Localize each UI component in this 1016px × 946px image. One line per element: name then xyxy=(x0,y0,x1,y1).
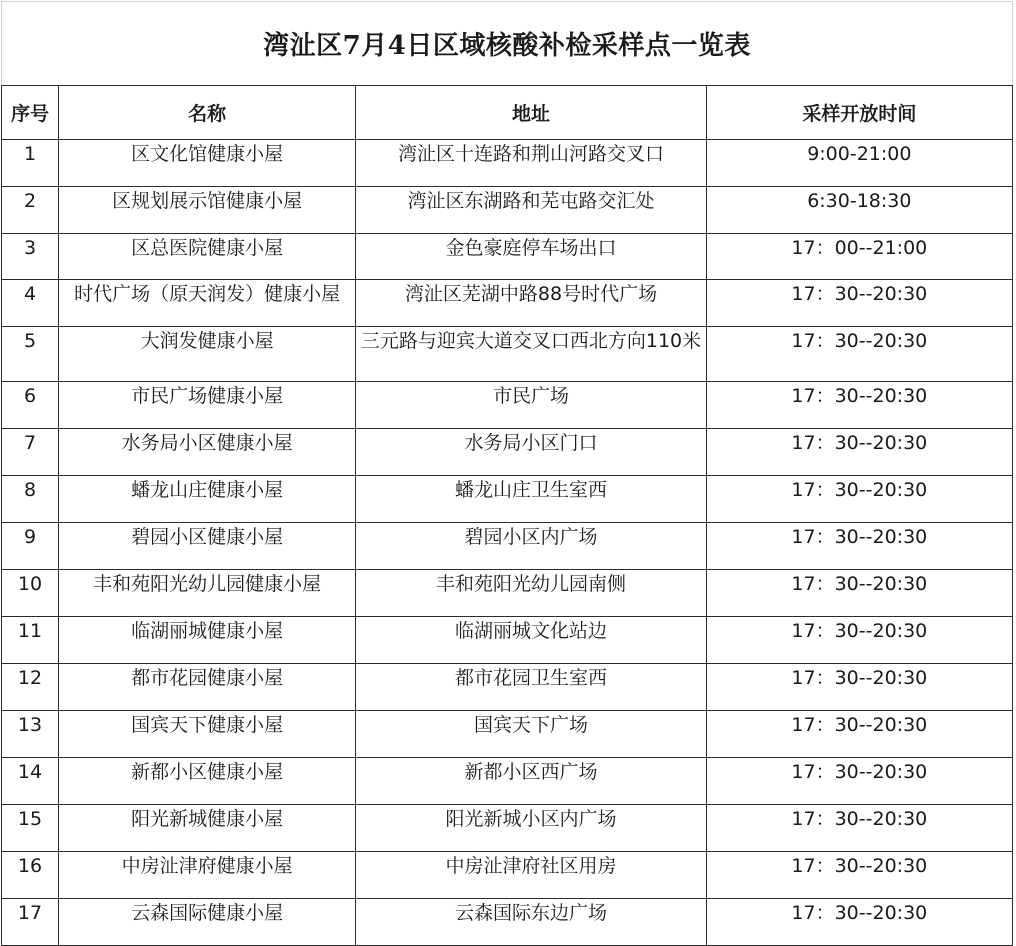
cell-time[interactable] xyxy=(706,711,1012,758)
cell-time-text: 9:00-21:00 xyxy=(807,143,912,165)
cell-no-text: 3 xyxy=(23,237,37,259)
cell-no[interactable] xyxy=(2,899,59,946)
cell-name-text: 大润发健康小屋 xyxy=(140,330,274,352)
table-row xyxy=(2,382,1013,429)
cell-address-text: 国宾天下广场 xyxy=(473,714,588,736)
cell-address[interactable] xyxy=(356,711,706,758)
table-row xyxy=(2,664,1013,711)
cell-address[interactable] xyxy=(356,805,706,852)
cell-address-text: 湾沚区芜湖中路88号时代广场 xyxy=(404,283,658,305)
header-name[interactable]: 名称 xyxy=(59,86,356,140)
cell-name-text: 蟠龙山庄健康小屋 xyxy=(131,479,284,501)
cell-no[interactable] xyxy=(2,711,59,758)
cell-no[interactable] xyxy=(2,280,59,327)
cell-address-text: 碧园小区内广场 xyxy=(464,526,598,548)
cell-no-text: 11 xyxy=(17,620,43,642)
cell-address[interactable] xyxy=(356,570,706,617)
cell-no-text: 7 xyxy=(23,432,37,454)
cell-no[interactable] xyxy=(2,234,59,280)
cell-address[interactable] xyxy=(356,899,706,946)
cell-no-text: 8 xyxy=(23,479,37,501)
cell-no[interactable] xyxy=(2,805,59,852)
cell-time-text: 6:30-18:30 xyxy=(807,190,912,212)
cell-time[interactable] xyxy=(706,570,1012,617)
table-row xyxy=(2,187,1013,234)
cell-name-text: 都市花园健康小屋 xyxy=(131,667,284,689)
table-row xyxy=(2,429,1013,476)
cell-name[interactable] xyxy=(59,280,356,327)
table-row xyxy=(2,570,1013,617)
cell-address[interactable] xyxy=(356,664,706,711)
cell-name-text: 云森国际健康小屋 xyxy=(131,902,284,924)
cell-name-text: 区总医院健康小屋 xyxy=(131,237,284,259)
table-row xyxy=(2,327,1013,382)
cell-no[interactable] xyxy=(2,617,59,664)
table-body xyxy=(2,140,1013,946)
cell-name[interactable] xyxy=(59,711,356,758)
cell-no-text: 10 xyxy=(17,573,43,595)
cell-name[interactable] xyxy=(59,852,356,899)
cell-no[interactable] xyxy=(2,852,59,899)
cell-time[interactable] xyxy=(706,429,1012,476)
cell-name[interactable] xyxy=(59,523,356,570)
cell-name[interactable] xyxy=(59,617,356,664)
cell-address[interactable] xyxy=(356,382,706,429)
cell-time-text: 17：30--20:30 xyxy=(791,330,928,352)
cell-name[interactable] xyxy=(59,664,356,711)
cell-time-text: 17：30--20:30 xyxy=(791,808,928,830)
table-row xyxy=(2,711,1013,758)
cell-address-text: 中房沚津府社区用房 xyxy=(445,855,617,877)
cell-name-text: 丰和苑阳光幼儿园健康小屋 xyxy=(93,573,322,595)
cell-name[interactable] xyxy=(59,140,356,187)
title-cell[interactable] xyxy=(2,2,1013,86)
cell-no[interactable] xyxy=(2,429,59,476)
cell-time[interactable] xyxy=(706,899,1012,946)
cell-time-text: 17：30--20:30 xyxy=(791,620,928,642)
cell-time-text: 17：30--20:30 xyxy=(791,573,928,595)
cell-address[interactable] xyxy=(356,476,706,523)
cell-time[interactable] xyxy=(706,140,1012,187)
cell-address[interactable] xyxy=(356,852,706,899)
cell-time-text: 17：30--20:30 xyxy=(791,667,928,689)
cell-address[interactable] xyxy=(356,280,706,327)
header-address[interactable]: 地址 xyxy=(356,86,706,140)
cell-time[interactable] xyxy=(706,852,1012,899)
cell-address-text: 金色豪庭停车场出口 xyxy=(445,237,617,259)
cell-address-text: 三元路与迎宾大道交叉口西北方向110米 xyxy=(360,330,702,352)
table-row xyxy=(2,617,1013,664)
table-row xyxy=(2,234,1013,280)
cell-time[interactable] xyxy=(706,664,1012,711)
cell-no-text: 12 xyxy=(17,667,43,689)
cell-name-text: 碧园小区健康小屋 xyxy=(131,526,284,548)
cell-time-text: 17：30--20:30 xyxy=(791,385,928,407)
cell-name[interactable] xyxy=(59,187,356,234)
cell-no-text: 5 xyxy=(23,330,37,352)
cell-address[interactable] xyxy=(356,758,706,805)
cell-no-text: 6 xyxy=(23,385,37,407)
cell-time-text: 17：30--20:30 xyxy=(791,479,928,501)
cell-name-text: 时代广场（原天润发）健康小屋 xyxy=(74,283,341,305)
cell-no-text: 9 xyxy=(23,526,37,548)
cell-no-text: 16 xyxy=(17,855,43,877)
cell-name[interactable] xyxy=(59,758,356,805)
cell-no[interactable] xyxy=(2,382,59,429)
cell-no[interactable] xyxy=(2,476,59,523)
table-row xyxy=(2,899,1013,946)
cell-address-text: 水务局小区门口 xyxy=(464,432,598,454)
cell-name[interactable] xyxy=(59,899,356,946)
cell-name[interactable] xyxy=(59,382,356,429)
sampling-sites-table xyxy=(1,1,1013,946)
cell-name-text: 区文化馆健康小屋 xyxy=(131,143,284,165)
table-row xyxy=(2,758,1013,805)
page-title: 湾沚区7月4日区域核酸补检采样点一览表 xyxy=(263,31,751,61)
cell-no-text: 15 xyxy=(17,808,43,830)
cell-address[interactable] xyxy=(356,234,706,280)
cell-no[interactable] xyxy=(2,327,59,382)
cell-address[interactable] xyxy=(356,140,706,187)
cell-no-text: 14 xyxy=(17,761,43,783)
cell-time[interactable] xyxy=(706,382,1012,429)
cell-time[interactable] xyxy=(706,758,1012,805)
cell-no-text: 1 xyxy=(23,143,37,165)
title-row xyxy=(2,2,1013,86)
cell-name-text: 水务局小区健康小屋 xyxy=(121,432,293,454)
cell-time-text: 17：30--20:30 xyxy=(791,902,928,924)
cell-time[interactable] xyxy=(706,476,1012,523)
header-no[interactable]: 序号 xyxy=(2,86,59,140)
cell-address[interactable] xyxy=(356,327,706,382)
cell-no-text: 17 xyxy=(17,902,43,924)
cell-no[interactable] xyxy=(2,187,59,234)
cell-name[interactable] xyxy=(59,429,356,476)
cell-time[interactable] xyxy=(706,187,1012,234)
table-row xyxy=(2,805,1013,852)
header-time[interactable]: 采样开放时间 xyxy=(706,86,1012,140)
cell-address-text: 云森国际东边广场 xyxy=(454,902,607,924)
table-row xyxy=(2,140,1013,187)
cell-time-text: 17：00--21:00 xyxy=(791,237,928,259)
cell-time-text: 17：30--20:30 xyxy=(791,432,928,454)
cell-address[interactable] xyxy=(356,523,706,570)
table-row xyxy=(2,852,1013,899)
cell-time-text: 17：30--20:30 xyxy=(791,855,928,877)
cell-time[interactable] xyxy=(706,805,1012,852)
cell-name-text: 新都小区健康小屋 xyxy=(131,761,284,783)
cell-address[interactable] xyxy=(356,429,706,476)
cell-name-text: 市民广场健康小屋 xyxy=(131,385,284,407)
cell-no[interactable] xyxy=(2,664,59,711)
cell-time[interactable] xyxy=(706,523,1012,570)
table-row xyxy=(2,280,1013,327)
cell-time-text: 17：30--20:30 xyxy=(791,283,928,305)
cell-time[interactable] xyxy=(706,234,1012,280)
cell-no[interactable] xyxy=(2,523,59,570)
cell-name-text: 临湖丽城健康小屋 xyxy=(131,620,284,642)
cell-address-text: 湾沚区十连路和荆山河路交叉口 xyxy=(397,143,664,165)
cell-time-text: 17：30--20:30 xyxy=(791,714,928,736)
cell-address[interactable] xyxy=(356,187,706,234)
cell-address-text: 市民广场 xyxy=(492,385,569,407)
cell-address-text: 都市花园卫生室西 xyxy=(454,667,607,689)
cell-name-text: 阳光新城健康小屋 xyxy=(131,808,284,830)
cell-time-text: 17：30--20:30 xyxy=(791,761,928,783)
cell-address-text: 蟠龙山庄卫生室西 xyxy=(454,479,607,501)
header-row xyxy=(2,86,1013,140)
cell-name[interactable] xyxy=(59,805,356,852)
cell-address[interactable] xyxy=(356,617,706,664)
cell-address-text: 阳光新城小区内广场 xyxy=(445,808,617,830)
cell-name-text: 区规划展示馆健康小屋 xyxy=(112,190,303,212)
cell-no-text: 4 xyxy=(23,283,37,305)
cell-name[interactable] xyxy=(59,570,356,617)
cell-no[interactable] xyxy=(2,570,59,617)
cell-time[interactable] xyxy=(706,280,1012,327)
cell-no[interactable] xyxy=(2,140,59,187)
cell-address-text: 湾沚区东湖路和芜屯路交汇处 xyxy=(407,190,655,212)
cell-no-text: 13 xyxy=(17,714,43,736)
cell-time[interactable] xyxy=(706,327,1012,382)
cell-address-text: 临湖丽城文化站边 xyxy=(454,620,607,642)
cell-name-text: 国宾天下健康小屋 xyxy=(131,714,284,736)
table-row xyxy=(2,523,1013,570)
cell-name[interactable] xyxy=(59,327,356,382)
table-row xyxy=(2,476,1013,523)
cell-no-text: 2 xyxy=(23,190,37,212)
cell-time-text: 17：30--20:30 xyxy=(791,526,928,548)
cell-name[interactable] xyxy=(59,234,356,280)
cell-name[interactable] xyxy=(59,476,356,523)
cell-no[interactable] xyxy=(2,758,59,805)
cell-name-text: 中房沚津府健康小屋 xyxy=(121,855,293,877)
cell-address-text: 丰和苑阳光幼儿园南侧 xyxy=(435,573,626,595)
cell-time[interactable] xyxy=(706,617,1012,664)
cell-address-text: 新都小区西广场 xyxy=(464,761,598,783)
